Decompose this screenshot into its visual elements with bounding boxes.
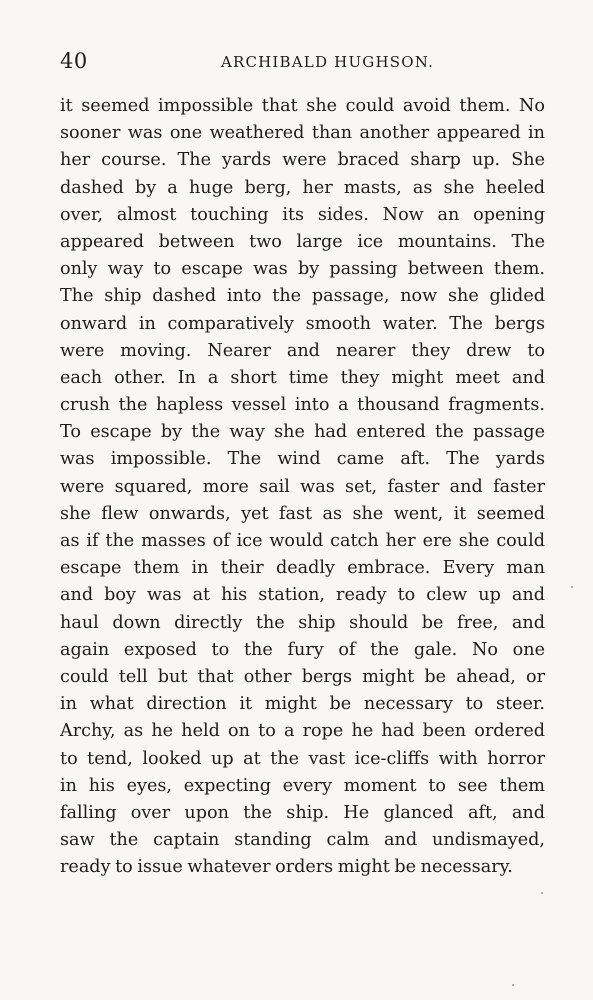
text-line: in what direction it might be necessary to steer. bbox=[60, 694, 545, 715]
text-line: to tend, looked up at the vast ice-cliffs with horror bbox=[60, 748, 545, 769]
text-line: saw the captain standing calm and undismayed, bbox=[60, 830, 545, 851]
text-line: escape them in their deadly embrace. Every man bbox=[60, 558, 545, 579]
text-line: crush the hapless vessel into a thousand fragments. bbox=[60, 395, 545, 416]
text-line: as if the masses of ice would catch her ere she could bbox=[60, 531, 545, 551]
page-header bbox=[60, 48, 540, 74]
text-line: The ship dashed into the passage, now she glided bbox=[60, 286, 545, 307]
text-line: haul down directly the ship should be free, and bbox=[60, 612, 545, 633]
text-line: again exposed to the fury of the gale. No one bbox=[60, 639, 545, 660]
text-line: sooner was one weathered than another appeared in bbox=[60, 123, 545, 144]
text-line: her course. The yards were braced sharp up. She bbox=[60, 150, 545, 171]
text-line: Archy, as he held on to a rope he had been ordered bbox=[60, 721, 545, 742]
text-line: and boy was at his station, ready to clew up and bbox=[60, 585, 545, 606]
text-line: falling over upon the ship. He glanced aft, and bbox=[60, 802, 545, 823]
text-line: were moving. Nearer and nearer they drew to bbox=[60, 340, 545, 361]
text-line: dashed by a huge berg, her masts, as she heeled bbox=[60, 177, 545, 198]
running-title: ARCHIBALD HUGHSON. bbox=[220, 53, 435, 71]
text-line: ready to issue whatever orders might be necessary. bbox=[60, 857, 513, 878]
page-number: 40 bbox=[60, 49, 88, 73]
text-line: was impossible. The wind came aft. The yards bbox=[60, 449, 545, 470]
text-line: it seemed impossible that she could avoid them. No bbox=[60, 96, 545, 116]
text-line: only way to escape was by passing between them. bbox=[60, 259, 545, 280]
text-line: each other. In a short time they might meet and bbox=[60, 367, 545, 388]
text-line: To escape by the way she had entered the passage bbox=[60, 422, 545, 443]
body-text bbox=[60, 93, 545, 881]
text-line: could tell but that other bergs might be ahead, or bbox=[60, 666, 545, 687]
text-line: were squared, more sail was set, faster and faster bbox=[60, 476, 545, 497]
text-line: appeared between two large ice mountains. The bbox=[60, 231, 545, 252]
text-line: in his eyes, expecting every moment to see them bbox=[60, 775, 545, 796]
text-line: she flew onwards, yet fast as she went, it seemed bbox=[60, 503, 545, 524]
text-line: over, almost touching its sides. Now an opening bbox=[60, 204, 545, 225]
text-line: onward in comparatively smooth water. The bergs bbox=[60, 313, 545, 334]
